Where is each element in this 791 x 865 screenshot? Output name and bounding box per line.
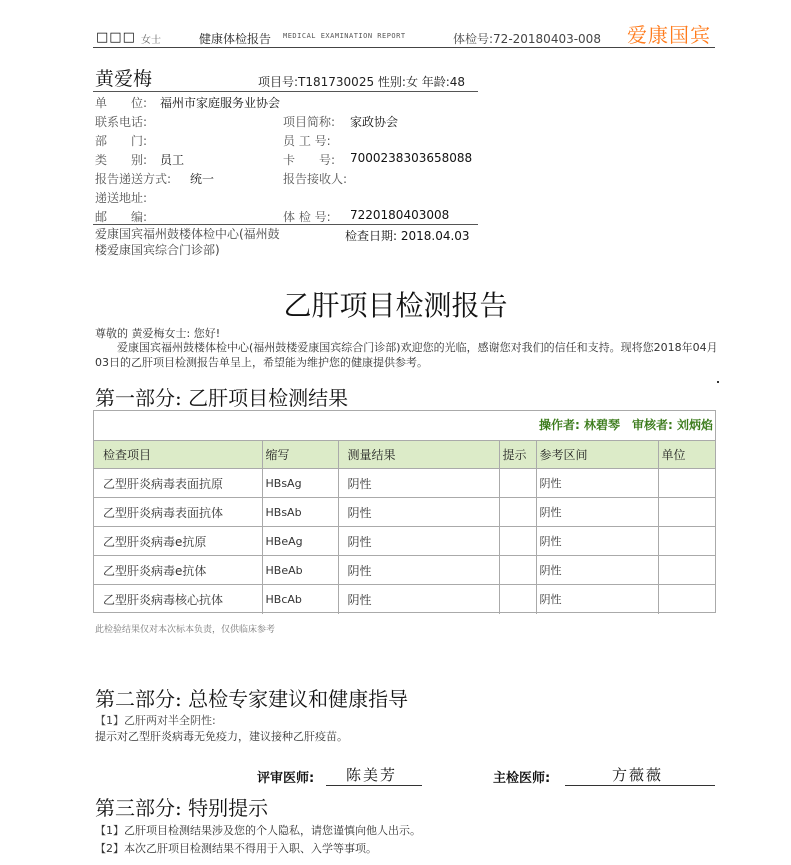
chief-signature: 方薇薇 — [612, 766, 664, 784]
cell-unit — [658, 556, 715, 585]
results-table-container — [93, 410, 716, 613]
chief-signature-line — [565, 785, 715, 786]
cell-result: 阴性 — [338, 585, 499, 614]
cell-unit — [658, 469, 715, 498]
cell-unit — [658, 585, 715, 614]
stray-dot — [717, 381, 719, 383]
section1-title: 第一部分: 乙肝项目检测结果 — [95, 386, 349, 410]
reviewer-label: 评审医师: — [257, 771, 315, 786]
section3-title: 第三部分: 特别提示 — [95, 796, 269, 820]
exam-center-name: 爱康国宾福州鼓楼体检中心(福州鼓楼爱康国宾综合门诊部) — [95, 227, 280, 257]
field-label-department: 部 门: — [95, 134, 148, 148]
report-type-subtitle: MEDICAL EXAMINATION REPORT — [283, 32, 406, 40]
masked-name: □□□ — [96, 30, 136, 45]
cell-reference: 阴性 — [536, 556, 658, 585]
brand-logo: 爱康国宾 — [627, 23, 711, 47]
cell-item: 乙型肝炎病毒表面抗原 — [94, 469, 262, 498]
table-row — [94, 498, 715, 527]
greeting: 尊敬的 黄爱梅女士: 您好! — [95, 327, 221, 340]
table-header-row — [94, 441, 715, 469]
advice-title: 【1】乙肝两对半全阴性: — [95, 714, 216, 727]
reviewer-signature: 陈美芳 — [346, 766, 398, 784]
cell-unit — [658, 498, 715, 527]
field-label-unit: 单 位: — [95, 96, 148, 110]
field-label-delivery-method: 报告递送方式: — [95, 172, 172, 186]
col-header-reference: 参考区间 — [536, 441, 658, 469]
field-label-address: 递送地址: — [95, 191, 148, 205]
tip-item: 【1】乙肝项目检测结果涉及您的个人隐私，请您谨慎向他人出示。 — [95, 824, 421, 837]
gender-title: 女士 — [141, 35, 161, 46]
field-value-category: 员工 — [160, 153, 185, 167]
chief-label: 主检医师: — [493, 771, 551, 786]
check-date: 检查日期: 2018.04.03 — [345, 229, 470, 243]
results-table — [94, 440, 715, 614]
col-header-item: 检查项目 — [94, 441, 262, 469]
cell-abbr: HBeAb — [262, 556, 338, 585]
cell-abbr: HBsAb — [262, 498, 338, 527]
col-header-unit: 单位 — [658, 441, 715, 469]
field-value-project-abbr: 家政协会 — [350, 115, 399, 129]
field-label-receiver: 报告接收人: — [283, 172, 348, 186]
reviewer-signature-line — [326, 785, 422, 786]
cell-item: 乙型肝炎病毒e抗体 — [94, 556, 262, 585]
col-header-result: 测量结果 — [338, 441, 499, 469]
patient-meta: 项目号:T181730025 性别:女 年龄:48 — [258, 75, 466, 89]
col-header-hint: 提示 — [499, 441, 536, 469]
field-label-postcode: 邮 编: — [95, 210, 148, 224]
field-value-unit: 福州市家庭服务业协会 — [160, 96, 281, 110]
table-row — [94, 527, 715, 556]
cell-result: 阴性 — [338, 527, 499, 556]
cell-abbr: HBcAb — [262, 585, 338, 614]
col-header-abbr: 缩写 — [262, 441, 338, 469]
patient-name: 黄爱梅 — [95, 68, 153, 90]
cell-reference: 阴性 — [536, 527, 658, 556]
table-footnote: 此检验结果仅对本次标本负责，仅供临床参考 — [95, 625, 276, 635]
header-exam-number: 体检号:72-20180403-008 — [453, 32, 601, 46]
field-label-employee-no: 员 工 号: — [283, 134, 331, 148]
field-value-exam-no: 7220180403008 — [350, 208, 450, 222]
cell-item: 乙型肝炎病毒核心抗体 — [94, 585, 262, 614]
cell-hint — [499, 556, 536, 585]
cell-item: 乙型肝炎病毒表面抗体 — [94, 498, 262, 527]
field-label-phone: 联系电话: — [95, 115, 148, 129]
cell-abbr: HBeAg — [262, 527, 338, 556]
report-type-title: 健康体检报告 — [199, 32, 272, 46]
intro-paragraph: 爱康国宾福州鼓楼体检中心(福州鼓楼爱康国宾综合门诊部)欢迎您的光临，感谢您对我们的信任和支持。现将您2018年04月03日的乙肝项目检测报告单呈上，希望能为维护您的健康提供参考。 — [95, 341, 718, 369]
table-row — [94, 556, 715, 585]
table-row — [94, 585, 715, 614]
cell-hint — [499, 585, 536, 614]
patient-divider-top — [93, 91, 478, 92]
cell-reference: 阴性 — [536, 498, 658, 527]
cell-result: 阴性 — [338, 556, 499, 585]
table-row — [94, 469, 715, 498]
cell-reference: 阴性 — [536, 585, 658, 614]
cell-result: 阴性 — [338, 469, 499, 498]
advice-text: 提示对乙型肝炎病毒无免疫力，建议接种乙肝疫苗。 — [95, 730, 348, 743]
field-value-delivery-method: 统一 — [190, 172, 215, 186]
cell-abbr: HBsAg — [262, 469, 338, 498]
tip-item: 【2】本次乙肝项目检测结果不得用于入职、入学等事项。 — [95, 842, 377, 855]
cell-hint — [499, 469, 536, 498]
cell-reference: 阴性 — [536, 469, 658, 498]
header-divider — [93, 47, 715, 48]
cell-hint — [499, 498, 536, 527]
operators: 操作者: 林碧琴 审核者: 刘炳焰 — [539, 418, 713, 432]
field-label-exam-no: 体 检 号: — [283, 210, 331, 224]
field-label-card-no: 卡 号: — [283, 153, 336, 167]
cell-item: 乙型肝炎病毒e抗原 — [94, 527, 262, 556]
field-label-project-abbr: 项目简称: — [283, 115, 336, 129]
cell-hint — [499, 527, 536, 556]
cell-result: 阴性 — [338, 498, 499, 527]
section2-title: 第二部分: 总检专家建议和健康指导 — [95, 687, 409, 711]
patient-divider-bottom — [93, 224, 478, 225]
report-title: 乙肝项目检测报告 — [283, 289, 508, 322]
field-value-card-no: 7000238303658088 — [350, 151, 473, 165]
field-label-category: 类 别: — [95, 153, 148, 167]
cell-unit — [658, 527, 715, 556]
